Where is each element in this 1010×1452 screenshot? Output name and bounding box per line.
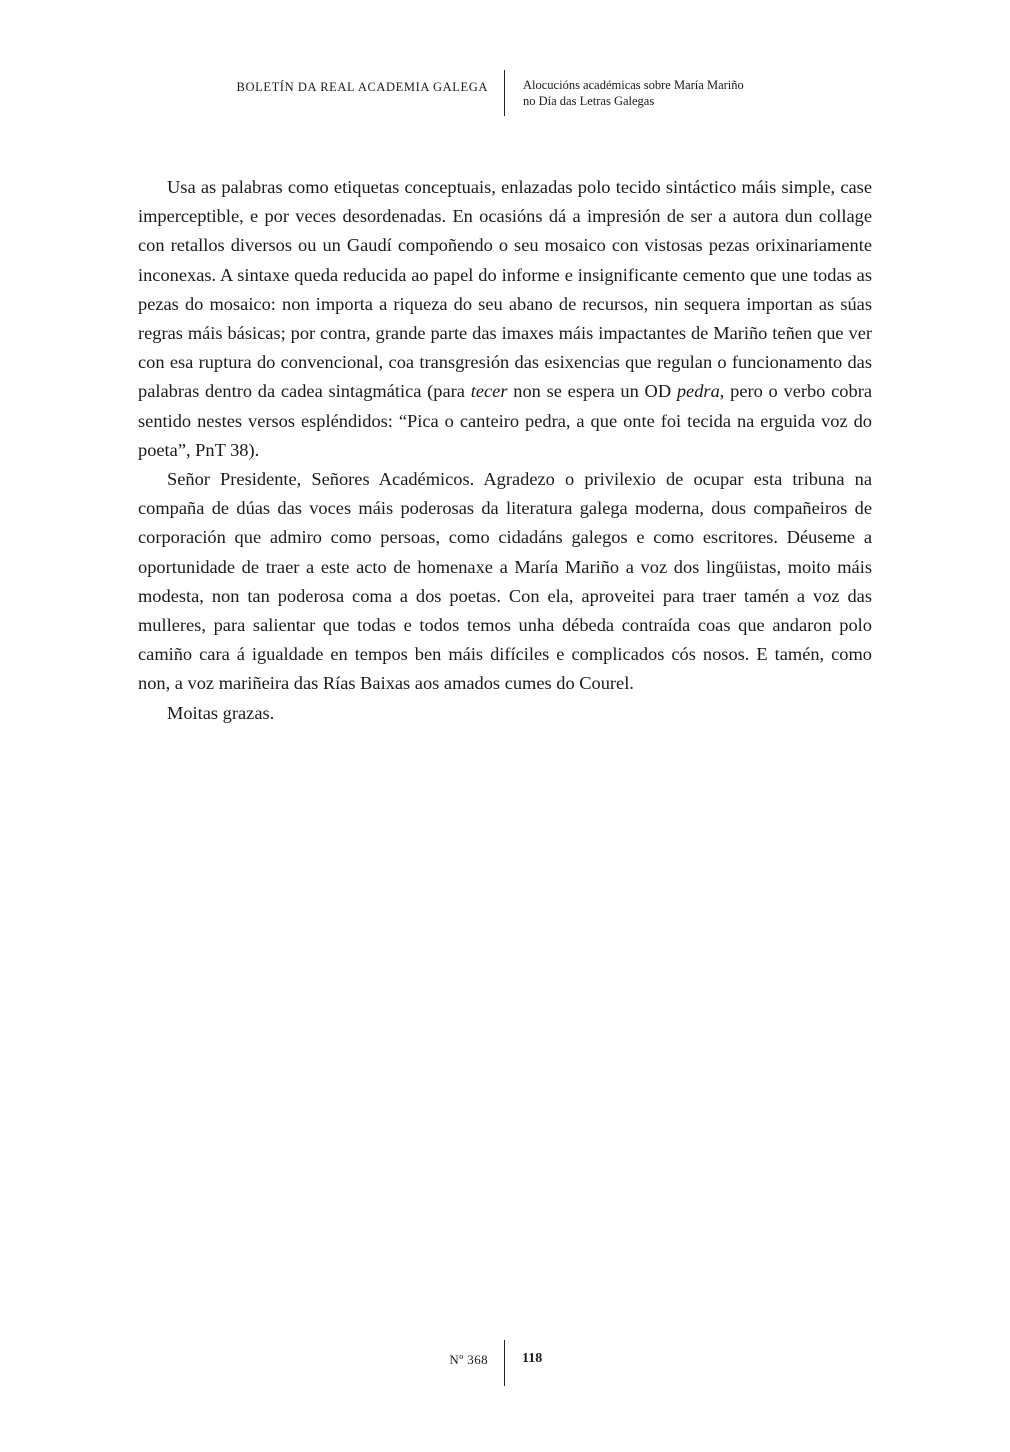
page-number: 118 bbox=[522, 1351, 543, 1366]
paragraph-1-text-a: Usa as palabras como etiquetas conceptuais, enlazadas polo tecido sintáctico máis simple, case imperceptible, e por veces desordenadas. En ocasións dá a impresión de ser a autora dun collage con retallos diversos ou un Gaudí compoñendo o seu mosaico con vistosas pezas orixinariamente inconexas. A sintaxe queda reducida ao papel do informe e insignificante cemento que une todas as pezas do mosaico: non importa a riqueza do seu abano de recursos, nin sequera importan as súas regras máis básicas; por contra, grande parte das imaxes máis impactantes de Mariño teñen que ver con esa ruptura do convencional, coa transgresión das esixencias que regulan o funcionamento das palabras dentro da cadea sintagmática (para bbox=[138, 177, 872, 402]
section-title-line-2: no Día das Letras Galegas bbox=[523, 94, 655, 108]
italic-term-pedra: pedra bbox=[676, 381, 720, 402]
paragraph-closing: Moitas grazas. bbox=[167, 702, 275, 723]
paragraph-1-text-c: , pero o verbo cobra sentido nestes versos espléndidos: “Pica o canteiro pedra, a que onte foi tecida na erguida voz do poeta”, PnT 38). bbox=[138, 381, 872, 460]
running-header-section bbox=[523, 77, 744, 109]
paragraph-1 bbox=[138, 173, 872, 465]
header-divider bbox=[504, 70, 505, 116]
italic-term-tecer: tecer bbox=[470, 381, 508, 402]
footer-divider bbox=[504, 1340, 505, 1386]
paragraph-1-text-b: non se espera un OD bbox=[507, 381, 677, 402]
article-body bbox=[138, 173, 872, 728]
paragraph-2: Señor Presidente, Señores Académicos. Agradezo o privilexio de ocupar esta tribuna na compaña de dúas das voces máis poderosas da literatura galega moderna, dous compañeiros de corporación que admiro como persoas, como cidadáns galegos e como escritores. Déuseme a oportunidade de traer a este acto de homenaxe a María Mariño a voz dos lingüistas, moito máis modesta, non tan poderosa coma a dos poetas. Con ela, aproveitei para traer tamén a voz das mulleres, para salientar que todas e todos temos unha débeda contraída coas que andaron polo camiño cara á igualdade en tempos ben máis difíciles e complicados cós nosos. E tamén, como non, a voz mariñeira das Rías Baixas aos amados cumes do Courel. bbox=[138, 469, 872, 694]
section-title-line-1: Alocucións académicas sobre María Mariño bbox=[523, 78, 744, 92]
running-header-journal: BOLETÍN DA REAL ACADEMIA GALEGA bbox=[236, 80, 488, 94]
issue-number: Nº 368 bbox=[449, 1352, 488, 1367]
